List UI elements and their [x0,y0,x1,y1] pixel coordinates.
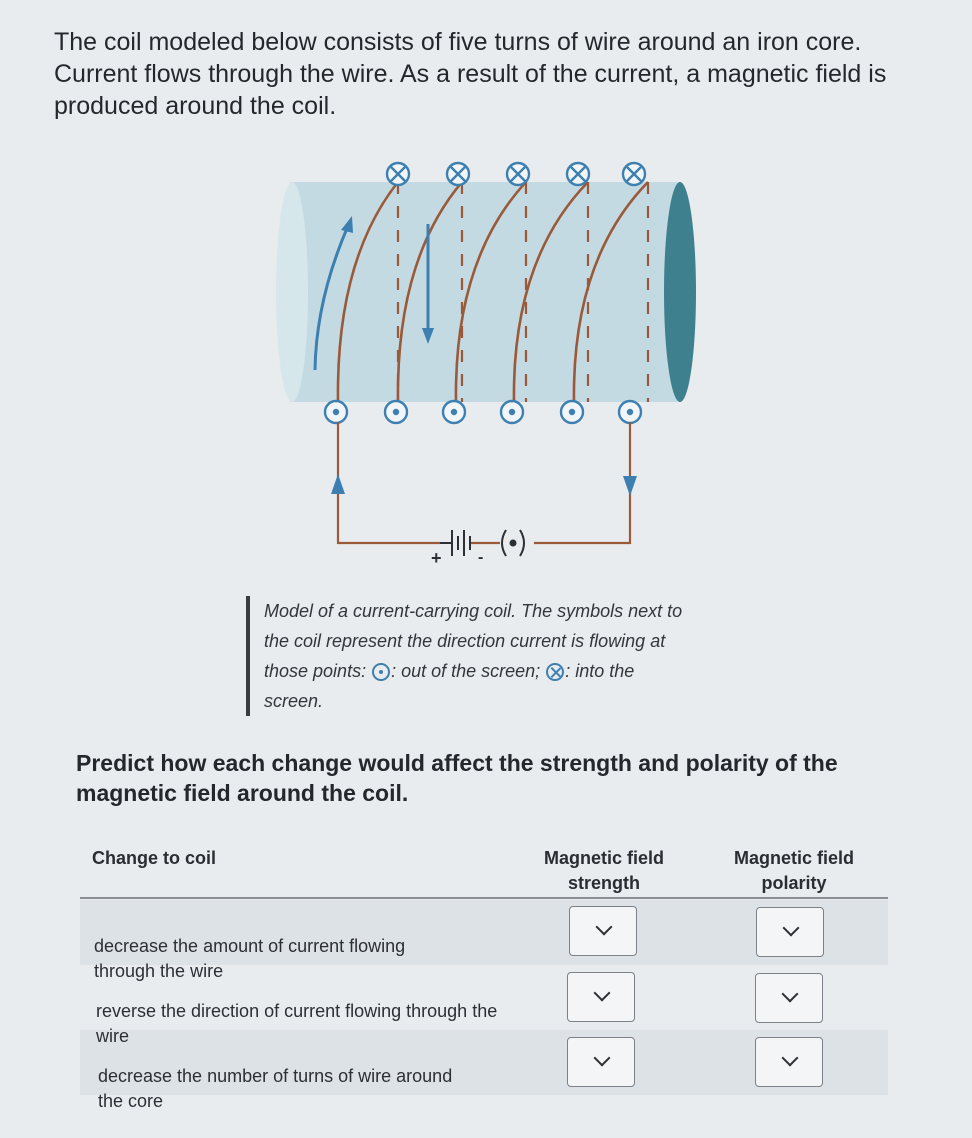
out-of-screen-icon [325,401,347,423]
question-text: Predict how each change would affect the strength and polarity of the magnetic field around the coil. [76,750,838,806]
into-screen-icon [546,663,564,681]
current-arrow-down [623,476,637,496]
polarity-select-1[interactable] [756,907,824,957]
into-screen-icon [567,163,589,185]
into-screen-symbols [387,163,645,185]
strength-select-2[interactable] [567,972,635,1022]
into-screen-icon [387,163,409,185]
row-label-direction: reverse the direction of current flowing through the wire [96,1001,498,1046]
strength-select-3[interactable] [567,1037,635,1087]
chevron-down-icon [783,920,800,937]
battery-minus-label: - [478,549,484,566]
chevron-down-icon [596,919,613,936]
into-screen-icon [447,163,469,185]
header-strength: Magnetic field strength [543,848,664,893]
current-arrow-up [331,474,345,494]
into-screen-icon [507,163,529,185]
row-label-current: decrease the amount of current flowing through the wire [94,936,406,981]
header-divider [80,897,888,899]
diagram-caption [246,596,696,716]
row-label-turns: decrease the number of turns of wire around the core [98,1066,453,1111]
polarity-select-3[interactable] [755,1037,823,1087]
header-polarity: Magnetic field polarity [733,848,854,893]
caption-text-3: : into the screen. [264,661,635,711]
caption-text-2: : out of the screen; [391,661,541,681]
out-of-screen-icon [501,401,523,423]
out-of-screen-icon [443,401,465,423]
out-of-screen-icon [385,401,407,423]
chevron-down-icon [782,1050,799,1067]
into-screen-icon [623,163,645,185]
header-change: Change to coil [92,848,217,868]
out-of-screen-icon [372,663,390,681]
battery-plus-label: + [431,548,442,568]
battery-icon [440,530,470,556]
polarity-select-2[interactable] [755,973,823,1023]
intro-text: The coil modeled below consists of five turns of wire around an iron core. Current flows through the wire. As a result of the current, a magnetic field is produced around the coil. [54,28,887,120]
out-of-screen-icon [619,401,641,423]
chevron-down-icon [594,1050,611,1067]
current-out-symbol [502,530,524,556]
out-of-screen-icon [561,401,583,423]
strength-select-1[interactable] [569,906,637,956]
caption-text-1: Model of a current-carrying coil. The symbols next to the coil represent the direction current is flowing at those points: [264,601,683,681]
chevron-down-icon [594,985,611,1002]
out-of-screen-symbols [325,401,641,423]
chevron-down-icon [782,986,799,1003]
circuit-wire [338,422,630,543]
